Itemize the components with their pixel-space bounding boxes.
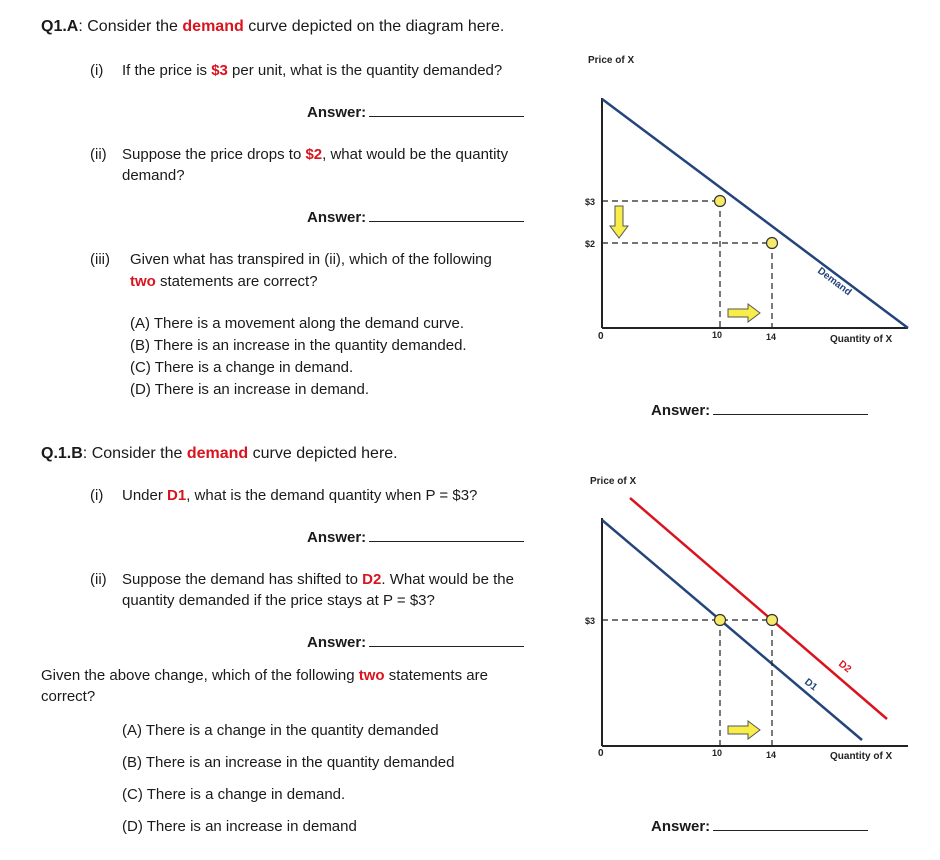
answer-label: Answer: bbox=[307, 104, 367, 121]
answer-label: Answer: bbox=[307, 209, 367, 226]
answer-blank[interactable] bbox=[713, 402, 868, 415]
y-tick-2: $2 bbox=[585, 239, 596, 249]
q1b-given-line2: correct? bbox=[41, 688, 96, 705]
answer-blank[interactable] bbox=[369, 529, 524, 542]
q1a-intro-post: curve depicted on the diagram here. bbox=[243, 18, 505, 35]
q1a-iii-line1: Given what has transpired in (ii), which of the following bbox=[130, 251, 492, 268]
x-tick-14: 14 bbox=[766, 750, 777, 760]
d2-label: D2 bbox=[836, 658, 854, 676]
chart2-ylabel: Price of X bbox=[590, 476, 637, 487]
q1a-iii-red: two bbox=[130, 273, 156, 290]
q1a-ii-pre: Suppose the price drops to bbox=[122, 146, 306, 163]
q1a-i-text bbox=[122, 62, 502, 79]
q1b-intro-post: curve depicted here. bbox=[248, 445, 398, 462]
q1a-ii-red: $2 bbox=[305, 146, 323, 163]
q1a-i-answer bbox=[307, 104, 524, 121]
q1a-i-post: per unit, what is the quantity demanded? bbox=[227, 62, 503, 79]
answer-blank[interactable] bbox=[369, 209, 524, 222]
q1a-ii-text bbox=[122, 146, 508, 163]
q1b-ii-num: (ii) bbox=[90, 571, 107, 588]
q1a-i-red: $3 bbox=[211, 62, 228, 79]
answer-label: Answer: bbox=[651, 402, 711, 419]
statement-d: (D) There is an increase in demand. bbox=[130, 381, 370, 398]
x-tick-14: 14 bbox=[766, 332, 777, 342]
right-arrow-icon bbox=[728, 721, 760, 739]
q1a-intro-pre: : Consider the bbox=[78, 18, 183, 35]
statement-b: (B) There is an increase in the quantity demanded. bbox=[130, 337, 467, 354]
demand-label: Demand bbox=[815, 265, 854, 299]
q1a-intro bbox=[41, 18, 504, 36]
q1b-i-num: (i) bbox=[90, 487, 104, 504]
q1a-iii-line2 bbox=[130, 273, 318, 290]
q1b-ii-answer bbox=[307, 634, 524, 651]
point-d2-q14 bbox=[767, 615, 778, 626]
answer-label: Answer: bbox=[307, 529, 367, 546]
q1b-given-post: statements are bbox=[384, 667, 488, 684]
chart1-origin: 0 bbox=[598, 331, 604, 342]
q1b-statements bbox=[122, 722, 542, 842]
statement-d: (D) There is an increase in demand bbox=[122, 818, 357, 835]
chart1-ylabel: Price of X bbox=[588, 55, 635, 66]
down-arrow-icon bbox=[610, 206, 628, 238]
q1b-given-red: two bbox=[358, 667, 385, 684]
y-tick-3: $3 bbox=[585, 616, 596, 626]
q1b-i-answer bbox=[307, 529, 524, 546]
q1b-i-post: , what is the demand quantity when P = $3? bbox=[186, 487, 478, 504]
q1a-i-pre: If the price is bbox=[122, 62, 212, 79]
x-tick-10: 10 bbox=[712, 748, 723, 758]
q1a-ii-num: (ii) bbox=[90, 146, 107, 163]
statement-a: (A) There is a change in the quantity demanded bbox=[122, 722, 439, 739]
answer-blank[interactable] bbox=[713, 818, 868, 831]
d2-line bbox=[630, 498, 887, 719]
q1b-ii-post: . What would be the bbox=[381, 571, 514, 588]
x-tick-10: 10 bbox=[712, 330, 723, 340]
d1-label: D1 bbox=[802, 676, 820, 694]
chart1-xlabel: Quantity of X bbox=[830, 334, 893, 345]
q1a-label: Q1.A bbox=[41, 18, 79, 35]
y-tick-3: $3 bbox=[585, 197, 596, 207]
q1a-iii-answer bbox=[651, 402, 868, 419]
q1b-ii-line2: quantity demanded if the price stays at P = $3? bbox=[122, 592, 435, 609]
q1b-intro bbox=[41, 445, 398, 463]
q1b-label: Q.1.B bbox=[41, 445, 83, 462]
q1b-given-pre: Given the above change, which of the following bbox=[41, 667, 359, 684]
answer-label: Answer: bbox=[651, 818, 711, 835]
statement-b: (B) There is an increase in the quantity demanded bbox=[122, 754, 455, 771]
q1b-intro-pre: : Consider the bbox=[82, 445, 187, 462]
point-d1-q10 bbox=[715, 615, 726, 626]
point-p2-q14 bbox=[767, 238, 778, 249]
answer-label: Answer: bbox=[307, 634, 367, 651]
q1a-statements bbox=[130, 315, 550, 405]
point-p3-q10 bbox=[715, 196, 726, 207]
chart2-origin: 0 bbox=[598, 748, 604, 759]
q1a-ii-line2: demand? bbox=[122, 167, 185, 184]
q1a-ii-answer bbox=[307, 209, 524, 226]
q1b-i-pre: Under bbox=[122, 487, 168, 504]
chart-1 bbox=[560, 40, 930, 370]
q1b-answer bbox=[651, 818, 868, 835]
q1a-intro-red: demand bbox=[182, 18, 244, 35]
statement-c: (C) There is a change in demand. bbox=[130, 359, 354, 376]
demand-line bbox=[602, 99, 908, 328]
statement-c: (C) There is a change in demand. bbox=[122, 786, 346, 803]
answer-blank[interactable] bbox=[369, 104, 524, 117]
statement-a: (A) There is a movement along the demand curve. bbox=[130, 315, 465, 332]
q1b-given-line1 bbox=[41, 667, 488, 684]
d1-line bbox=[602, 520, 862, 740]
answer-blank[interactable] bbox=[369, 634, 524, 647]
q1a-ii-post: , what would be the quantity bbox=[322, 146, 509, 163]
q1b-ii-red: D2 bbox=[362, 571, 382, 588]
q1a-iii-num: (iii) bbox=[90, 251, 110, 268]
q1b-ii-text bbox=[122, 571, 514, 588]
q1b-ii-pre: Suppose the demand has shifted to bbox=[122, 571, 363, 588]
q1b-i-text bbox=[122, 487, 477, 504]
chart-2 bbox=[560, 460, 930, 780]
chart2-xlabel: Quantity of X bbox=[830, 751, 893, 762]
q1a-i-num: (i) bbox=[90, 62, 104, 79]
q1b-intro-red: demand bbox=[186, 445, 249, 462]
q1b-i-red: D1 bbox=[167, 487, 187, 504]
right-arrow-icon bbox=[728, 304, 760, 322]
q1a-iii-post: statements are correct? bbox=[155, 273, 318, 290]
